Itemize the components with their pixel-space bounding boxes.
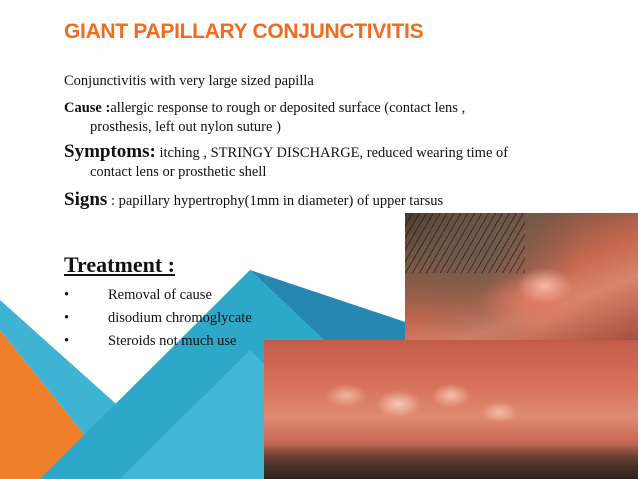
list-item bbox=[64, 330, 252, 353]
signs-paragraph bbox=[64, 190, 604, 211]
bullet-icon: • bbox=[64, 333, 70, 349]
list-item bbox=[64, 284, 252, 307]
bullet-icon: • bbox=[64, 310, 70, 326]
cause-label: Cause : bbox=[64, 100, 111, 116]
cause-paragraph bbox=[64, 99, 584, 137]
list-item-text: disodium chromoglycate bbox=[108, 310, 252, 326]
list-item-text: Removal of cause bbox=[108, 287, 212, 303]
cause-text-2: prosthesis, left out nylon suture ) bbox=[90, 119, 281, 135]
symptoms-label: Symptoms: bbox=[64, 141, 156, 162]
symptoms-paragraph bbox=[64, 142, 604, 182]
bullet-icon: • bbox=[64, 287, 70, 303]
symptoms-text-1: itching , STRINGY DISCHARGE, reduced wearing time of bbox=[155, 145, 509, 161]
intro-text: Conjunctivitis with very large sized papilla bbox=[64, 73, 314, 89]
symptoms-text-2: contact lens or prosthetic shell bbox=[90, 164, 267, 180]
list-item-text: Steroids not much use bbox=[108, 333, 237, 349]
eyelash-texture bbox=[405, 213, 525, 273]
treatment-list bbox=[64, 284, 252, 353]
slide-title: GIANT PAPILLARY CONJUNCTIVITIS bbox=[64, 20, 424, 43]
clinical-photo-everted-lid bbox=[264, 340, 638, 479]
signs-label: Signs bbox=[64, 189, 108, 210]
cause-text-1: allergic response to rough or deposited surface (contact lens , bbox=[110, 100, 466, 116]
list-item bbox=[64, 307, 252, 330]
signs-text: : papillary hypertrophy(1mm in diameter) of upper tarsus bbox=[107, 193, 444, 209]
treatment-heading: Treatment : bbox=[64, 252, 175, 277]
lid-margin-shade bbox=[264, 445, 638, 479]
